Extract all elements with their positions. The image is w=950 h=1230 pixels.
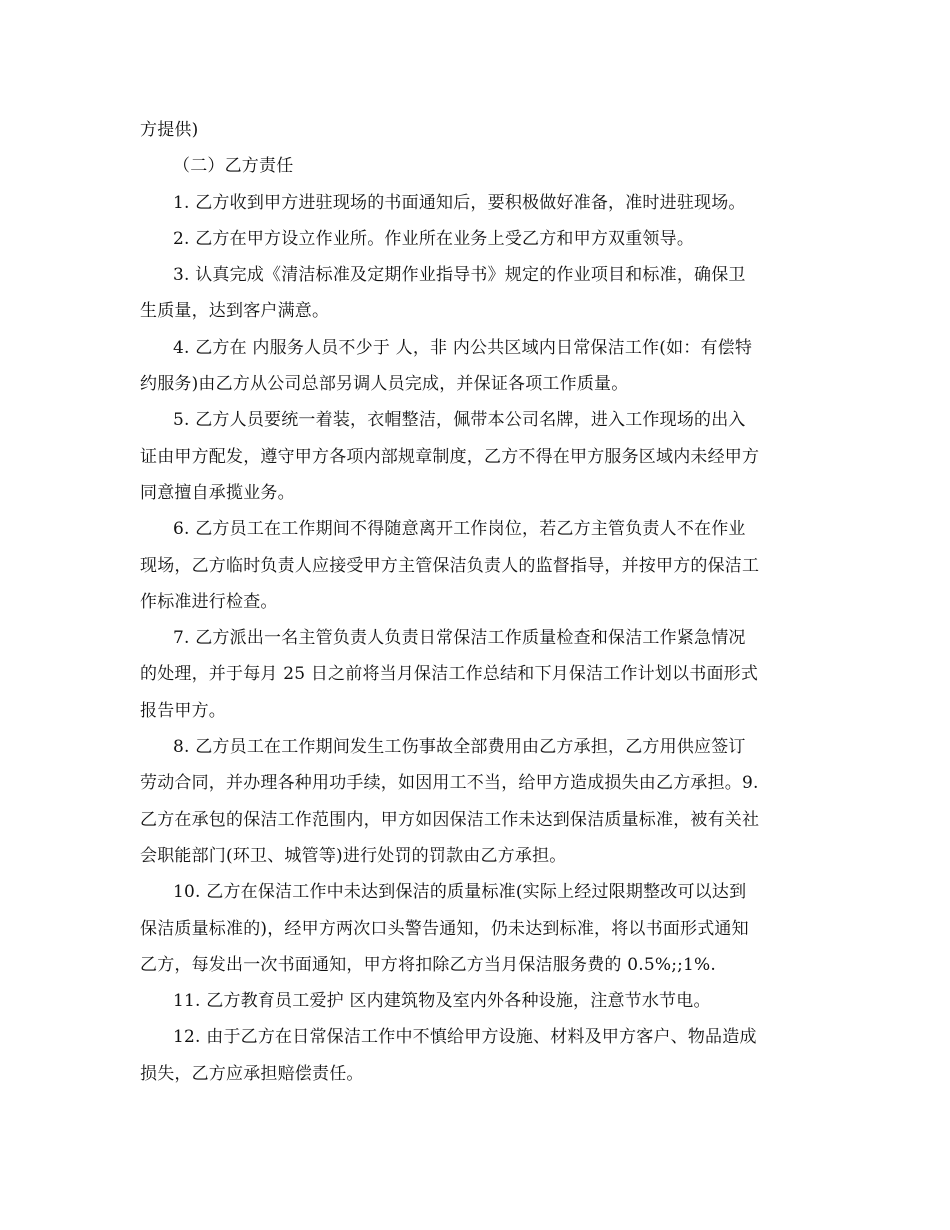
- text-line: 保洁质量标准的)，经甲方两次口头警告通知，仍未达到标准，将以书面形式通知: [140, 918, 749, 939]
- text-line: 11. 乙方教育员工爱护 区内建筑物及室内外各种设施，注意节水节电。: [173, 991, 711, 1012]
- text-line: 的处理，并于每月 25 日之前将当月保洁工作总结和下月保洁工作计划以书面形式: [140, 664, 759, 685]
- text-line: 生质量，达到客户满意。: [140, 301, 330, 322]
- text-line: 7. 乙方派出一名主管负责人负责日常保洁工作质量检查和保洁工作紧急情况: [173, 628, 746, 649]
- text-line: （二）乙方责任: [173, 156, 294, 177]
- contract-body: [140, 112, 815, 1092]
- text-line: 劳动合同，并办理各种用功手续，如因用工不当，给甲方造成损失由乙方承担。9.: [140, 773, 759, 794]
- text-line: 12. 由于乙方在日常保洁工作中不慎给甲方设施、材料及甲方客户、物品造成: [173, 1027, 757, 1048]
- text-line: 作标准进行检查。: [140, 591, 278, 612]
- text-line: 约服务)由乙方从公司总部另调人员完成，并保证各项工作质量。: [140, 374, 629, 395]
- text-line: 证由甲方配发，遵守甲方各项内部规章制度，乙方不得在甲方服务区域内未经甲方: [140, 446, 760, 467]
- text-line: 3. 认真完成《清洁标准及定期作业指导书》规定的作业项目和标准，确保卫: [173, 265, 746, 286]
- text-line: 现场，乙方临时负责人应接受甲方主管保洁负责人的监督指导，并按甲方的保洁工: [140, 555, 760, 576]
- text-line: 报告甲方。: [140, 700, 226, 721]
- text-line: 会职能部门(环卫、城管等)进行处罚的罚款由乙方承担。: [140, 845, 567, 866]
- text-line: 乙方在承包的保洁工作范围内，甲方如因保洁工作未达到保洁质量标准，被有关社: [140, 809, 760, 830]
- text-line: 方提供): [140, 120, 199, 140]
- text-line: 6. 乙方员工在工作期间不得随意离开工作岗位，若乙方主管负责人不在作业: [173, 519, 746, 540]
- text-line: 10. 乙方在保洁工作中未达到保洁的质量标准(实际上经过限期整改可以达到: [173, 882, 747, 903]
- text-line: 1. 乙方收到甲方进驻现场的书面通知后，要积极做好准备，准时进驻现场。: [173, 192, 746, 213]
- text-line: 5. 乙方人员要统一着装，衣帽整洁，佩带本公司名牌，进入工作现场的出入: [173, 410, 746, 431]
- text-line: 4. 乙方在 内服务人员不少于 人，非 内公共区域内日常保洁工作(如：有偿特: [173, 337, 753, 358]
- text-line: 同意擅自承揽业务。: [140, 482, 295, 503]
- text-line: 乙方，每发出一次书面通知，甲方将扣除乙方当月保洁服务费的 0.5%;;1%.: [140, 954, 717, 975]
- text-line: 8. 乙方员工在工作期间发生工伤事故全部费用由乙方承担，乙方用供应签订: [173, 737, 746, 758]
- text-line: 损失，乙方应承担赔偿责任。: [140, 1063, 364, 1084]
- text-line: 2. 乙方在甲方设立作业所。作业所在业务上受乙方和甲方双重领导。: [173, 228, 695, 249]
